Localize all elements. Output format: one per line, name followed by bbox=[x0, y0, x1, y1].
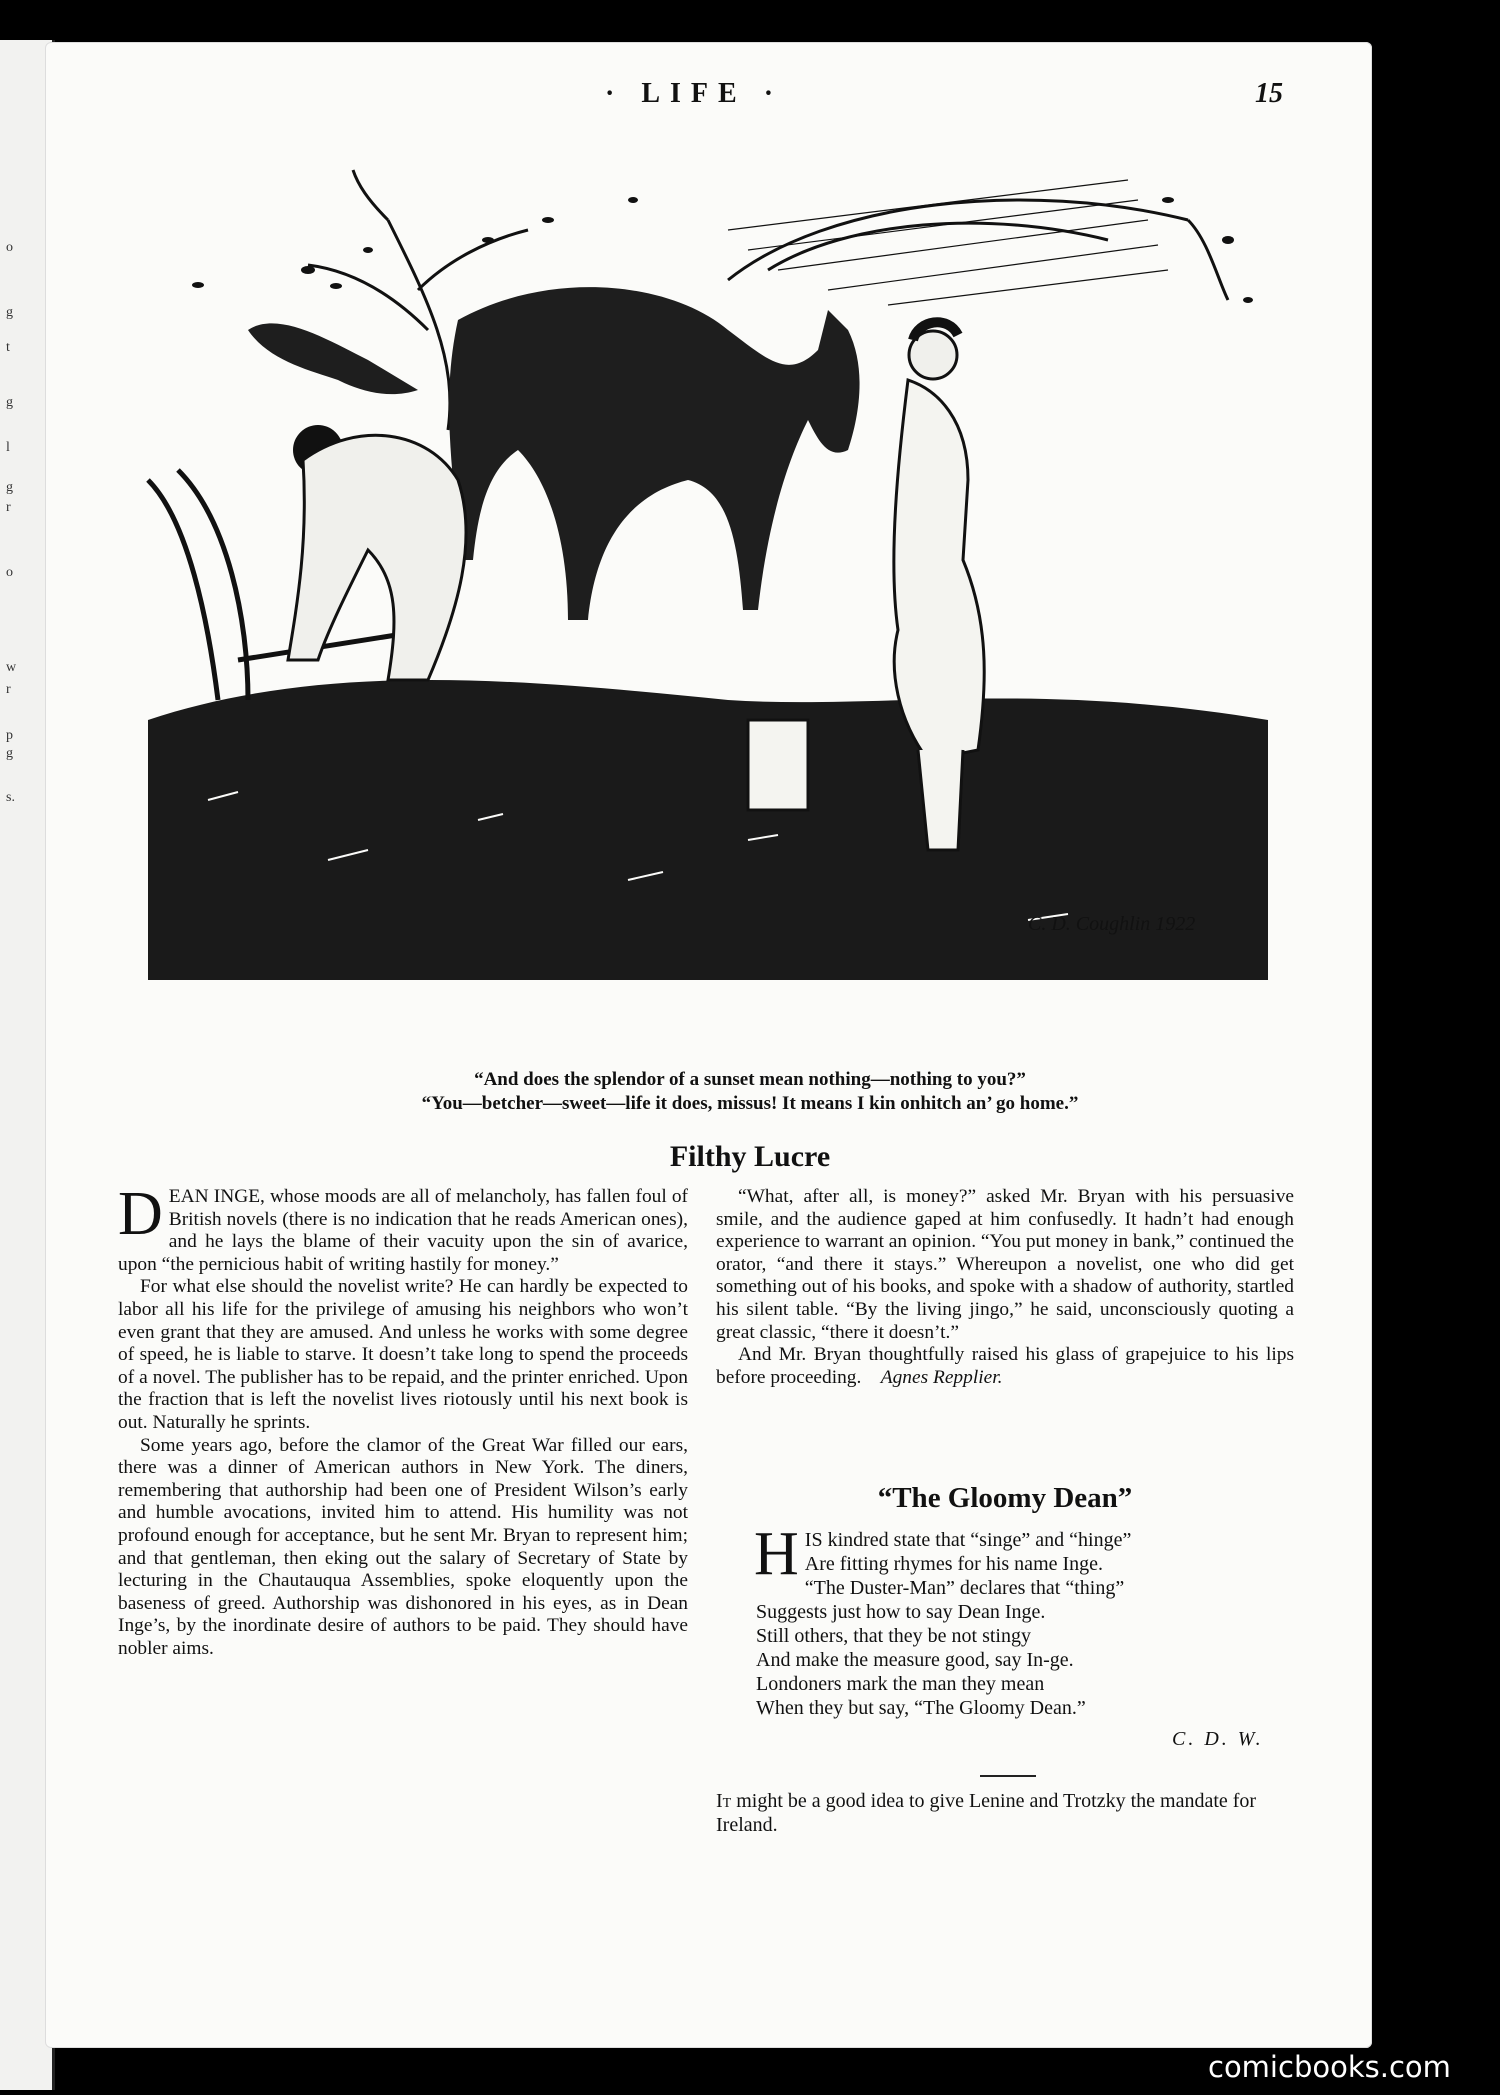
article-paragraph: For what else should the novelist write? He can hardly be expected to labor all his life for the privilege of amusing his neighbors who won’t even grant that they are amused. And unless he works with some degree of speed, he is liable to starve. It doesn’t take long to spend the proceeds of a novel. The publisher has to be repaid, and the printer enriched. Upon the fraction that is left the novelist lives riotously until his next book is out. Naturally he sprints. bbox=[118, 1276, 688, 1433]
page-header bbox=[0, 78, 1500, 118]
poem bbox=[754, 1520, 1276, 1720]
prev-page-fragment: r bbox=[6, 500, 11, 515]
prev-page-fragment: g bbox=[6, 395, 13, 410]
poem-signature: C. D. W. bbox=[1172, 1728, 1264, 1750]
poem-line: And make the measure good, say In-ge. bbox=[756, 1649, 1074, 1671]
poem-line: When they but say, “The Gloomy Dean.” bbox=[756, 1697, 1086, 1719]
cartoon-caption bbox=[0, 1068, 1500, 1116]
prev-page-fragment: g bbox=[6, 305, 13, 320]
masthead: · LIFE · bbox=[605, 78, 784, 109]
article-paragraph: “What, after all, is money?” asked Mr. Bryan with his persuasive smile, and the audience gaped at him confusedly. It hadn’t had enough experience to warrant an opinion. “You put money in bank,” continued the orator, “and there it stays.” Whereupon a novelist, one who did get something out of his books, and spoke with a shadow of authority, startled his silent table. “By the living jingo,” he said, unconsciously quoting a great classic, “there it doesn’t.” bbox=[716, 1186, 1294, 1343]
article-title: Filthy Lucre bbox=[669, 1140, 831, 1173]
cartoon-illustration bbox=[128, 160, 1288, 1060]
poem-line: IS kindred state that “singe” and “hinge” bbox=[804, 1529, 1132, 1551]
page-number: 15 bbox=[1255, 78, 1283, 109]
prev-page-fragment: o bbox=[6, 565, 13, 580]
divider bbox=[980, 1775, 1036, 1777]
artist-signature: C. D. Coughlin 1922 bbox=[1028, 913, 1196, 935]
plowed-ground bbox=[148, 680, 1268, 980]
prev-page-fragment: s. bbox=[6, 790, 15, 805]
prev-page-fragment: p bbox=[6, 728, 13, 743]
prev-page-fragment: w bbox=[6, 660, 17, 675]
poem-line: Are fitting rhymes for his name Inge. bbox=[804, 1553, 1104, 1575]
foliage bbox=[192, 197, 1253, 303]
article-paragraph: Some years ago, before the clamor of the Great War filled our ears, there was a dinner of American authors in New York. The diners, remembering that authorship had been one of President Wilson’s early and humble avocations, invited him to attend. His humility was not profound enough for acceptance, but he sent Mr. Bryan to represent him; and that gentleman, then eking out the salary of Secretary of State by lecturing in the Chautauqua Assemblies, spoke eloquently upon the baseness of greed. Authorship was dishonored in his eyes, as in Dean Inge’s, by the inordinate desire of authors to be paid. They should have nobler aims. bbox=[118, 1434, 688, 1659]
article-column-right bbox=[716, 1186, 1294, 1389]
poem-line: Suggests just how to say Dean Inge. bbox=[756, 1601, 1046, 1623]
article-paragraph: And Mr. Bryan thoughtfully raised his glass of grapejuice to his lips before proceeding. Agnes Repplier. bbox=[716, 1344, 1294, 1388]
poem-title: “The Gloomy Dean” bbox=[877, 1482, 1133, 1514]
article-column-left bbox=[118, 1180, 688, 1660]
drop-cap: H bbox=[754, 1520, 799, 1588]
drop-cap: D bbox=[118, 1180, 163, 1248]
caption-line: “And does the splendor of a sunset mean nothing—nothing to you?” bbox=[474, 1069, 1026, 1090]
box bbox=[748, 720, 808, 810]
prev-page-fragment: o bbox=[6, 240, 13, 255]
prev-page-fragment: l bbox=[6, 440, 10, 455]
caption-line: “You—betcher—sweet—life it does, missus! It means I kin onhitch an’ go home.” bbox=[421, 1093, 1079, 1114]
squib: It might be a good idea to give Lenine and Trotzky the mandate for Ireland. bbox=[716, 1790, 1257, 1836]
prev-page-fragment: r bbox=[6, 682, 11, 697]
poem-line: “The Duster-Man” declares that “thing” bbox=[804, 1577, 1125, 1599]
plowman bbox=[288, 425, 466, 680]
prev-page-fragment: g bbox=[6, 480, 13, 495]
prev-page-fragment: g bbox=[6, 746, 13, 761]
poem-line: Londoners mark the man they mean bbox=[756, 1673, 1045, 1695]
poem-line: Still others, that they be not stingy bbox=[756, 1625, 1031, 1647]
prev-page-fragment: t bbox=[6, 340, 10, 355]
article-byline: Agnes Repplier. bbox=[880, 1366, 1003, 1388]
article-paragraph: DEAN INGE, whose moods are all of melancholy, has fallen foul of British novels (there is no indication that he reads American ones), and he lays the blame of their vacuity upon the sin of avarice, upon “the pernicious habit of writing hastily for money.” bbox=[118, 1180, 688, 1275]
watermark: comicbooks.com bbox=[1208, 2050, 1451, 2084]
